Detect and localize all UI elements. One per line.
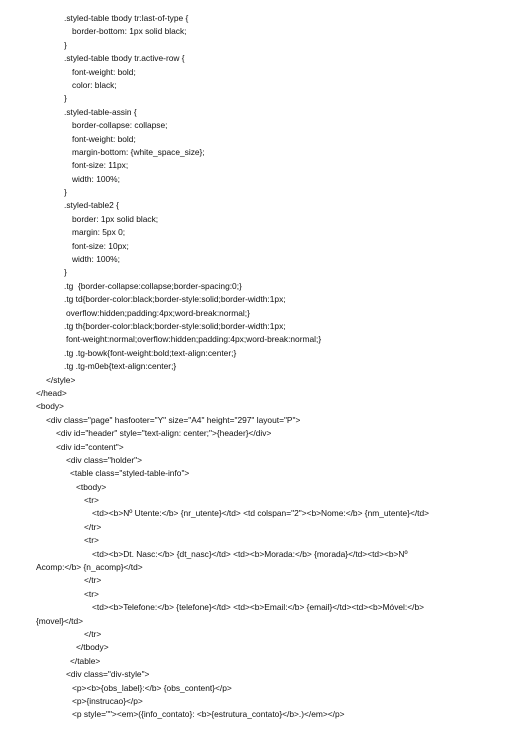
code-line: } (64, 93, 67, 104)
code-line: </table> (70, 655, 101, 666)
code-line: <td><b>Dt. Nasc:</b> {dt_nasc}</td> <td><b>Morada:</b> {morada}</td><td><b>Nº (92, 548, 408, 559)
code-line: </tbody> (76, 642, 109, 653)
code-line: } (64, 267, 67, 278)
code-line: <p><b>{obs_label}:</b> {obs_content}</p> (72, 682, 232, 693)
code-line: <td><b>Telefone:</b> {telefone}</td> <td><b>Email:</b> {email}</td><td><b>Móvel:</b> (92, 602, 425, 613)
code-line: .tg th{border-color:black;border-style:solid;border-width:1px; (64, 320, 286, 331)
code-line: .tg .tg-bowk{font-weight:bold;text-align:center;} (64, 347, 237, 358)
code-line: } (64, 39, 67, 50)
code-line: Acomp:</b> {n_acomp}</td> (36, 562, 143, 573)
code-line: margin: 5px 0; (72, 227, 126, 238)
code-line: font-weight: bold; (72, 66, 136, 77)
code-line: width: 100%; (72, 254, 120, 265)
code-line: <div id="content"> (56, 441, 124, 452)
code-line: overflow:hidden;padding:4px;word-break:normal;} (66, 307, 250, 318)
code-line: <table class="styled-table-info"> (70, 468, 190, 479)
code-line: font-size: 11px; (72, 160, 129, 171)
code-line: <div class="page" hasfooter="Y" size="A4" height="297" layout="P"> (46, 414, 301, 425)
code-line: .styled-table tbody tr.active-row { (64, 53, 185, 64)
code-line: .tg td{border-color:black;border-style:solid;border-width:1px; (64, 294, 286, 305)
code-line: } (64, 187, 67, 198)
code-line: <div class="holder"> (66, 454, 143, 465)
code-line: </tr> (84, 521, 102, 532)
code-line: border-collapse: collapse; (72, 120, 168, 131)
code-line: <td><b>Nº Utente:</b> {nr_utente}</td> <td colspan="2"><b>Nome:</b> {nm_utente}</td> (92, 508, 430, 519)
code-line: <tr> (84, 588, 99, 599)
code-line: <div class="div-style"> (66, 669, 150, 680)
code-line: </style> (46, 374, 76, 385)
code-line: </head> (36, 387, 67, 398)
code-line: </tr> (84, 575, 102, 586)
code-line: <div id="header" style="text-align: center;">{header}</div> (56, 428, 272, 439)
code-line: </tr> (84, 628, 102, 639)
code-line: <p style=""><em>({info_contato}: <b>{estrutura_contato}</b>.)</em></p> (72, 709, 345, 720)
code-line: .styled-table-assin { (64, 106, 137, 117)
code-line: .tg {border-collapse:collapse;border-spacing:0;} (64, 280, 242, 291)
code-listing (0, 12, 509, 722)
code-line: font-weight: bold; (72, 133, 136, 144)
code-line: font-weight:normal;overflow:hidden;padding:4px;word-break:normal;} (66, 334, 322, 345)
code-line: <body> (36, 401, 64, 412)
code-line: <tr> (84, 495, 99, 506)
code-line: {movel}</td> (36, 615, 84, 626)
code-line: <tr> (84, 535, 99, 546)
code-line: border: 1px solid black; (72, 213, 159, 224)
code-line: margin-bottom: {white_space_size}; (72, 146, 205, 157)
code-line: .styled-table2 { (64, 200, 119, 211)
code-line: border-bottom: 1px solid black; (72, 26, 187, 37)
code-line: <p>{instrucao}</p> (72, 695, 143, 706)
code-line: color: black; (72, 79, 117, 90)
code-line: .styled-table tbody tr:last-of-type { (64, 13, 189, 23)
code-line: <tbody> (76, 481, 107, 492)
code-line: font-size: 10px; (72, 240, 129, 251)
code-line: width: 100%; (72, 173, 120, 184)
code-line: .tg .tg-m0eb{text-align:center;} (64, 361, 177, 372)
